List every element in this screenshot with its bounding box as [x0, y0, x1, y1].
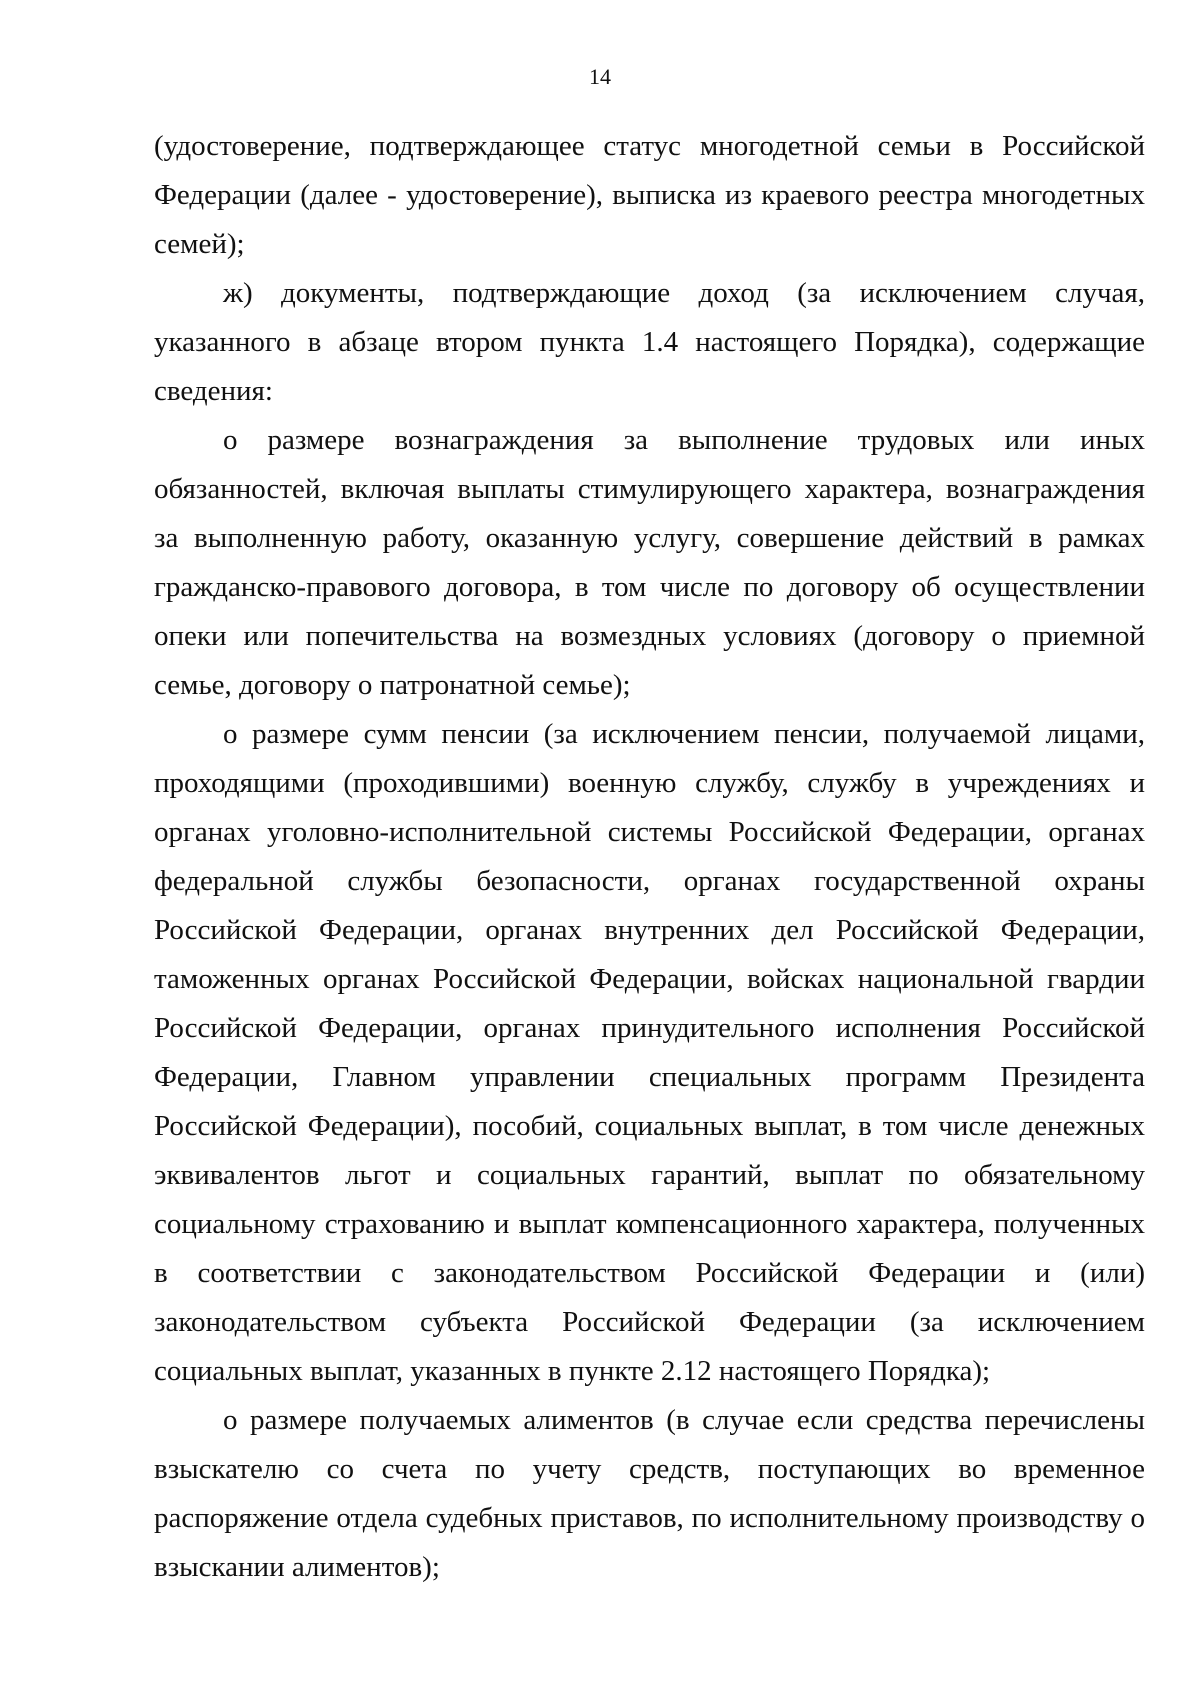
paragraph-item-zh-income-documents: ж) документы, подтверждающие доход (за исключением случая, указанного в абзаце втором пункта 1.4 настоящего Порядка), содержащие сведения: — [154, 277, 1145, 407]
document-body — [154, 122, 1145, 1592]
paragraph-alimony: о размере получаемых алиментов (в случае если средства перечислены взыскателю со счета по учету средств, поступающих во временное распоряжение отдела судебных приставов, по исполнительному производству о взыскании алиментов); — [154, 1404, 1145, 1583]
paragraph-remuneration: о размере вознаграждения за выполнение трудовых или иных обязанностей, включая выплаты стимулирующего характера, вознаграждения за выполненную работу, оказанную услугу, совершение действий в рамках гражданско-правового договора, в том числе по договору об осуществлении опеки или попечительства на возмездных условиях (договору о приемной семье, договору о патронатной семье); — [154, 424, 1145, 701]
page-number: 14 — [589, 64, 611, 89]
paragraph-certificate-continuation: (удостоверение, подтверждающее статус многодетной семьи в Российской Федерации (далее - удостоверение), выписка из краевого реестра многодетных семей); — [154, 130, 1145, 260]
paragraph-pension-benefits: о размере сумм пенсии (за исключением пенсии, получаемой лицами, проходящими (проходившими) военную службу, службу в учреждениях и органах уголовно-исполнительной системы Российской Федерации, органах федеральной службы безопасности, органах государственной охраны Российской Федерации, органах внутренних дел Российской Федерации, таможенных органах Российской Федерации, войсках национальной гвардии Российской Федерации, органах принудительного исполнения Российской Федерации, Главном управлении специальных программ Президента Российской Федерации), пособий, социальных выплат, в том числе денежных эквивалентов льгот и социальных гарантий, выплат по обязательному социальному страхованию и выплат компенсационного характера, полученных в соответствии с законодательством Российской Федерации и (или) законодательством субъекта Российской Федерации (за исключением социальных выплат, указанных в пункте 2.12 настоящего Порядка); — [154, 718, 1145, 1387]
